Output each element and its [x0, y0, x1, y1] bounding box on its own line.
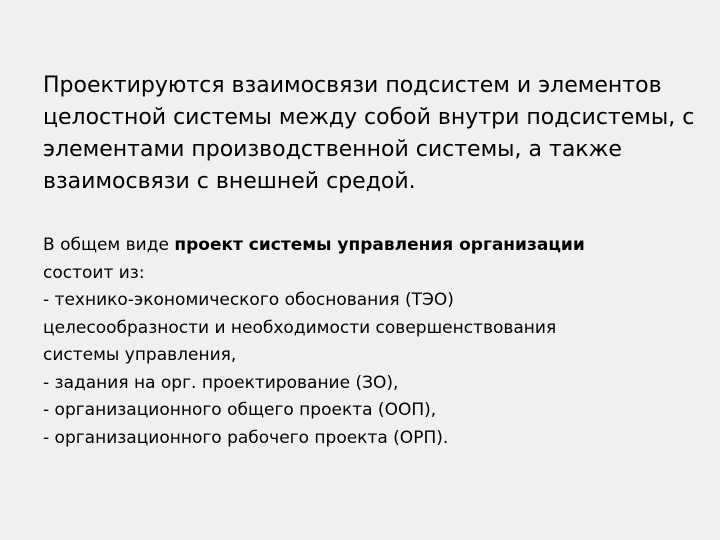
list-item-orp: - организационного рабочего проекта (ОРП).: [43, 427, 449, 448]
intro-text: В общем виде: [43, 235, 175, 255]
paragraph-projected-interrelations: Проектируются взаимосвязи подсистем и элементов целостной системы между собой внутри подсистемы, с элементами производственной системы, а также взаимосвязи с внешней средой.: [43, 73, 695, 194]
list-item-oop: - организационного общего проекта (ООП),: [43, 400, 437, 420]
paragraph-project-composition: [43, 232, 703, 452]
list-item-teo-end: системы управления,: [43, 345, 237, 365]
list-item-teo-continued: целесообразности и необходимости совершенствования: [43, 317, 557, 338]
bold-project-term: проект системы управления организации: [174, 235, 585, 255]
list-item-zo: - задания на орг. проектирование (ЗО),: [43, 372, 399, 393]
line-consists-of: состоит из:: [43, 262, 145, 283]
line-intro: [43, 232, 703, 260]
list-item-teo: - технико-экономического обоснования (ТЭО): [43, 290, 454, 310]
